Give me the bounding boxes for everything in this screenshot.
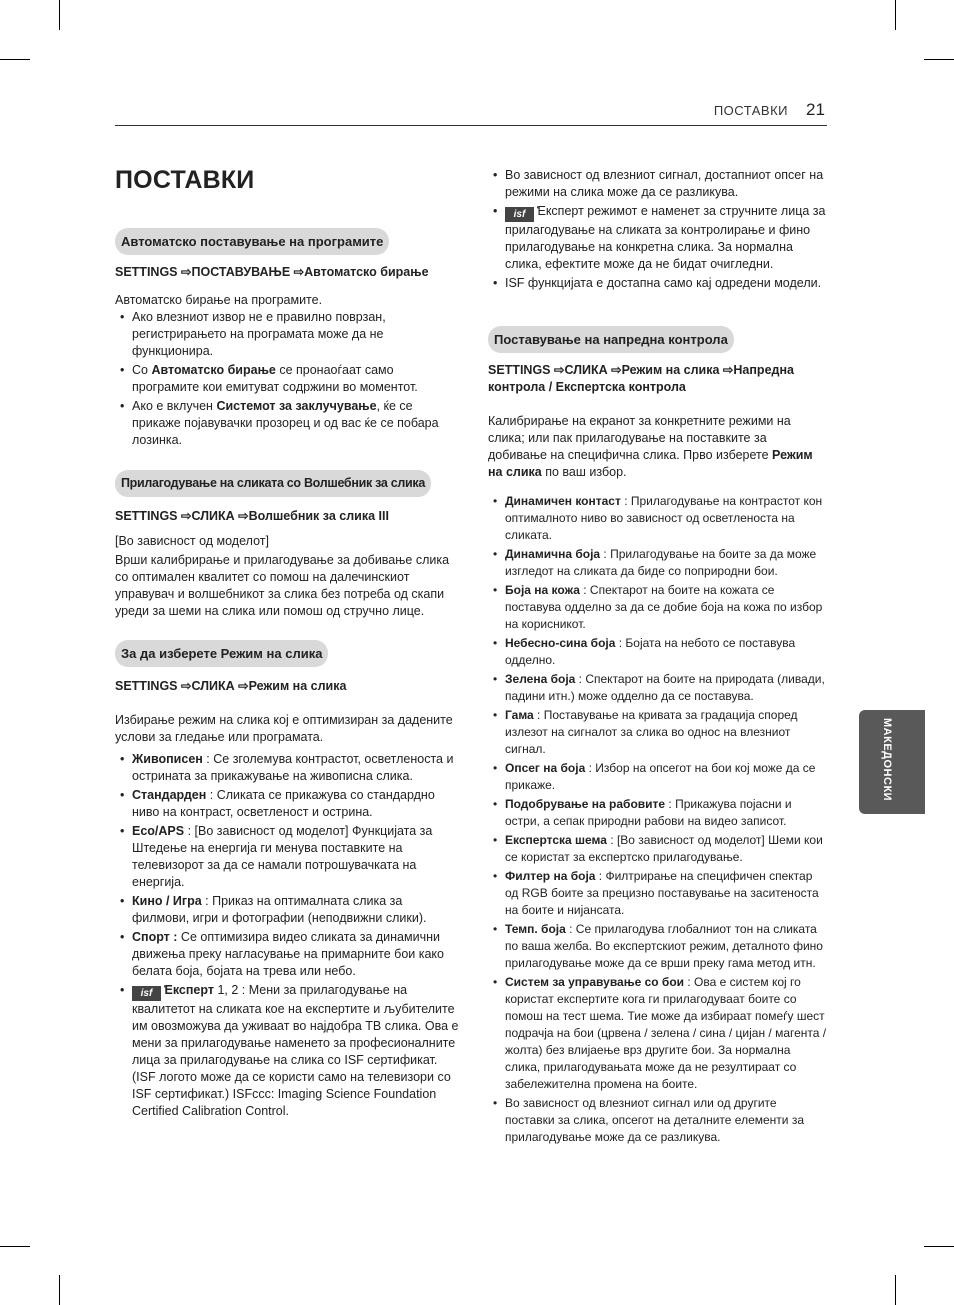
list-item: • Темп. боја : Се прилагодува глобалниот тон на сликата по ваша желба. Во експертскиот режим, деталното фино прилагодување може да се врши преку гама метод итн. [488,921,828,972]
list-item: • Кино / Игра : Приказ на оптималната слика за филмови, игри и фотографии (неподвижни слики). [115,893,460,927]
header-section: ПОСТАВКИ [713,103,788,118]
isf-logo-icon: isf ● [505,207,534,222]
crop-mark [895,0,896,30]
list-item: • Стандарден : Сликата се прикажува со стандардно ниво на контраст, осветленост и острина. [115,787,460,821]
crop-mark [924,59,954,60]
list-item: • Небесно-сина боја : Бојата на небото се поставува одделно. [488,635,828,669]
list-item: • isf ● Експерт режимот е наменет за стручните лица за прилагодување на сликата за контролирање и фино прилагодување на конкретна слика. За нормална слика, ефектите може да не бидат очигледни. [488,203,828,273]
list-item: • Живописен : Се зголемува контрастот, осветленоста и острината за прикажување на живописна слика. [115,751,460,785]
language-tab-label: МАКЕДОНСКИ [881,718,893,802]
bullet-list [115,751,460,1120]
crop-mark [59,1275,60,1305]
list-item: • isf ● Експерт 1, 2 : Мени за прилагодување на квалитетот на сликата кое на експертите и љубителите им овозможува да уживаат во најдобра ТВ слика. Ова е мени за прилагодување наменето за професионалните лица за прилагодување на слика со ISF сертификат. (ISF логото може да се користи само на телевизори со ISF сертификат.) ISFccc: Imaging Science Foundation Certified Calibration Control. [115,982,460,1120]
list-item: • Спорт : Се оптимизира видео сликата за динамични движења преку нагласување на примарните бои како белата боја, бојата на трева или небо. [115,929,460,980]
menu-path: SETTINGS ⇨СЛИКА ⇨Режим на слика ⇨Напредна контрола / Експертска контрола [488,363,794,394]
crop-mark [924,1246,954,1247]
arrow-icon: ⇨ [181,509,192,523]
list-item: • Eco/APS : [Во зависност од моделот] Функцијата за Штедење на енергија ги менува поставките на телевизорот за да се намали потрошувачката на енергија. [115,823,460,891]
list-item: • Со Автоматско бирање се пронаоѓаат само програмите кои емитуват содржини во моментот. [115,362,460,396]
arrow-icon: ⇨ [293,265,305,279]
header-rule [115,125,827,126]
list-item: • ISF функцијата е достапна само кај одредени модели. [488,275,828,292]
list-item: • Систем за управување со бои : Ова е систем кој го користат експертите кога ги прилагодуваат боите со помош на тест шема. Тие може да избираат помеѓу шест подрачја на бои (црвена / зелена / сина / цијан / магента / жолта) без влијаење врз другите бои. За нормална слика, прилагодувањата може да не резултираат со забележителна промена на боите. [488,974,828,1093]
arrow-icon: ⇨ [181,679,192,693]
crop-mark [0,1246,30,1247]
crop-mark [0,59,30,60]
model-note: [Во зависност од моделот] [115,534,269,548]
list-item: • Во зависност од влезниот сигнал, достапниот опсег на режими на слика може да се разликува. [488,167,828,201]
language-tab [859,710,925,814]
bullet-list [488,167,828,292]
list-item: • Филтер на боја : Филтрирање на специфичен спектар од RGB боите за прецизно поставување на заситеноста на боите и нијансата. [488,868,828,919]
list-item: • Во зависност од влезниот сигнал или од другите поставки за слика, опсегот на деталните елементи за прилагодување може да се разликува. [488,1095,828,1146]
list-item: • Ако влезниот извор не е правилно поврзан, регистрирањето на програмата може да не функционира. [115,309,460,360]
paragraph: Избирање режим на слика кој е оптимизиран за дадените услови за гледање или програмата. [115,713,453,744]
paragraph: Автоматско бирање на програмите. [115,293,323,307]
section-heading: Прилагодување на сликата со Волшебник за слика [115,470,431,497]
arrow-icon: ⇨ [181,265,192,279]
arrow-icon: ⇨ [554,363,565,377]
list-item: • Динамична боја : Прилагодување на боите за да може изгледот на сликата да биде со поприродни бои. [488,546,828,580]
arrow-icon: ⇨ [722,363,734,377]
page-number: 21 [806,100,825,119]
menu-path: SETTINGS ⇨СЛИКА ⇨Волшебник за слика III [115,509,389,523]
menu-path: SETTINGS ⇨ПОСТАВУВАЊЕ ⇨Автоматско бирање [115,265,429,279]
page-title: ПОСТАВКИ [115,166,255,194]
crop-mark [59,0,60,30]
arrow-icon: ⇨ [238,679,249,693]
list-item: • Ако е вклучен Системот за заклучување, ќе се прикаже појавувачки прозорец и од вас ќе се побара лозинка. [115,398,460,449]
paragraph: Калибрирање на екранот за конкретните режими на слика; или пак прилагодување на поставките за добивање на специфична слика. Прво изберете Режим на слика по ваш избор. [488,414,813,479]
crop-mark [895,1275,896,1305]
list-item: • Гама : Поставување на кривата за градација според излезот на сигналот за слика во однос на влезниот сигнал. [488,707,828,758]
list-item: • Експертска шема : [Во зависност од моделот] Шеми кои се користат за експертско прилагодување. [488,832,828,866]
right-column [488,167,828,1146]
left-column [115,228,460,1120]
section-heading: Поставување на напредна контрола [488,326,734,353]
arrow-icon: ⇨ [611,363,622,377]
list-item: • Опсег на боја : Избор на опсегот на бои кој може да се прикаже. [488,760,828,794]
list-item: • Динамичен контаст : Прилагодување на контрастот кон оптималното ниво во зависност од осветленоста на сликата. [488,493,828,544]
list-item: • Подобрување на рабовите : Прикажува појасни и остри, а сепак природни рабови на видео записот. [488,796,828,830]
list-item: • Зелена боја : Спектарот на боите на природата (ливади, падини итн.) може одделно да се поставува. [488,671,828,705]
bullet-list [488,493,828,1146]
paragraph: Врши калибрирање и прилагодување за добивање слика со оптимален квалитет со помош на далечинскиот управувач и волшебникот за слика без потреба од скапи уреди за шеми на слика или помош од стручно лице. [115,553,450,618]
menu-path: SETTINGS ⇨СЛИКА ⇨Режим на слика [115,679,347,693]
list-item: • Боја на кожа : Спектарот на боите на кожата се поставува одделно за да се добие боја на кожа по избор на корисникот. [488,582,828,633]
section-heading: Автоматско поставување на програмите [115,228,389,255]
section-heading: За да изберете Режим на слика [115,640,328,667]
bullet-list [115,309,460,449]
isf-logo-icon: isf ● [132,986,161,1001]
arrow-icon: ⇨ [238,509,249,523]
